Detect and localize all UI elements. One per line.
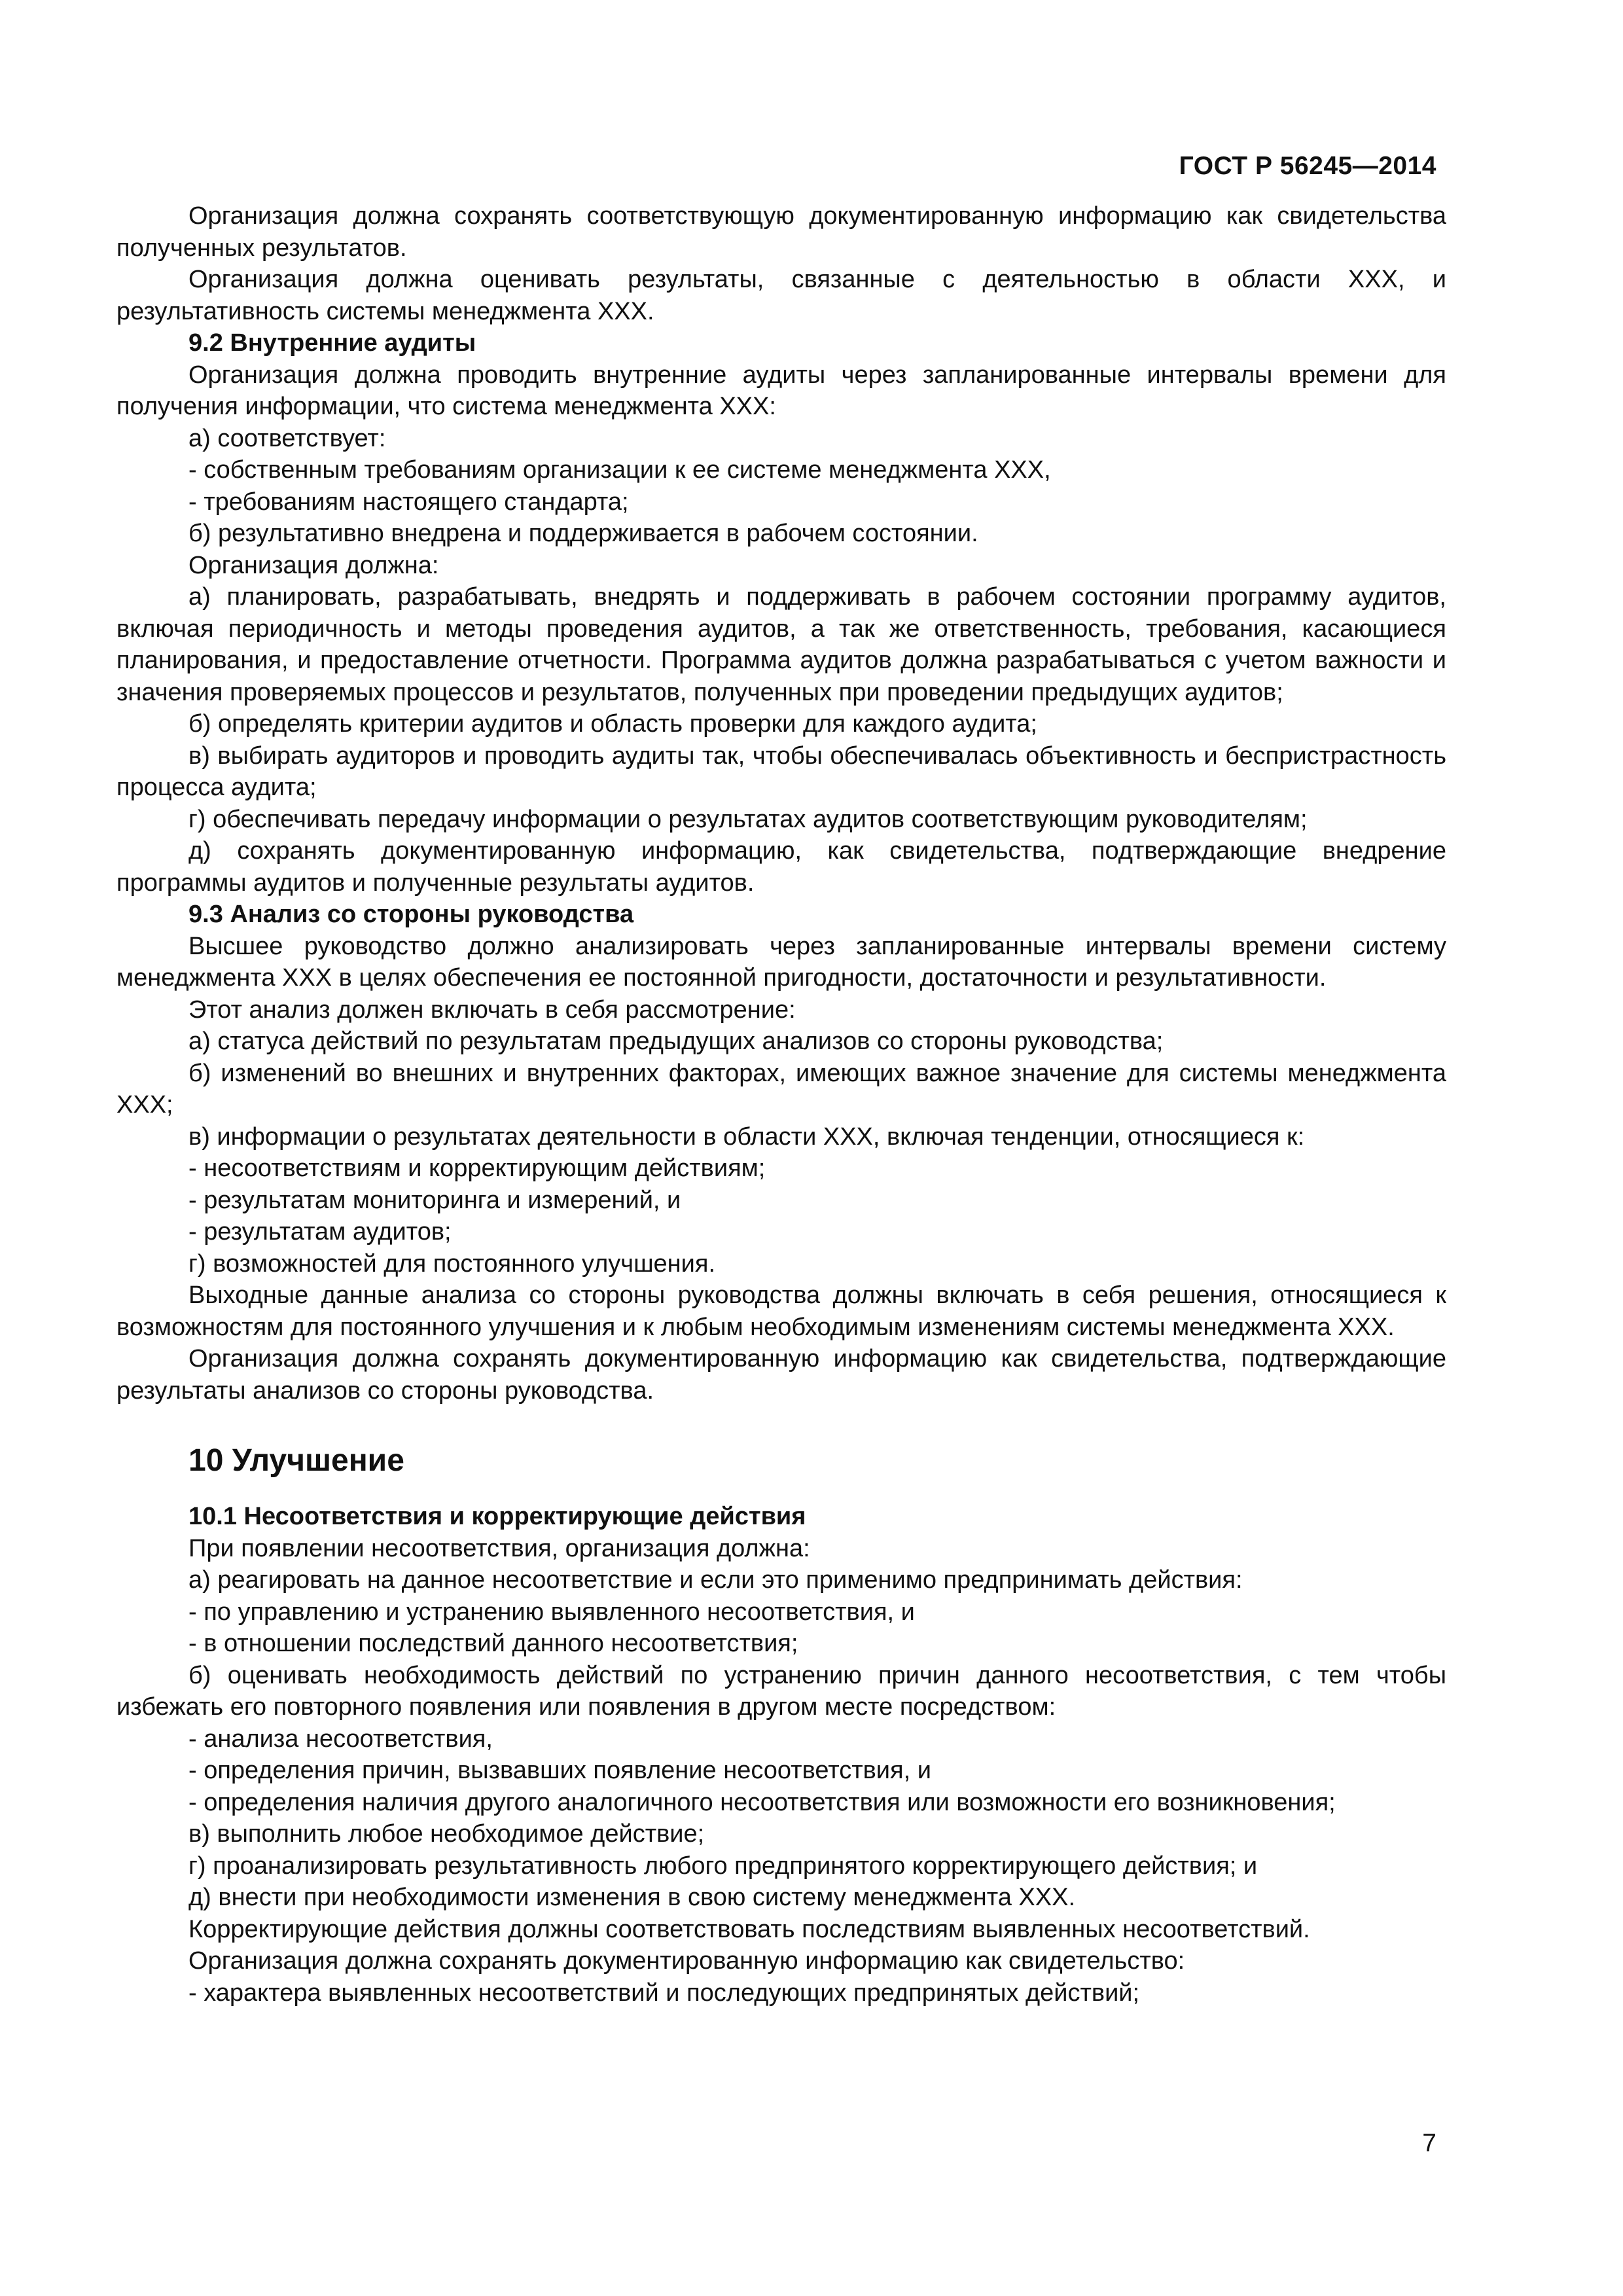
list-item: - по управлению и устранению выявленного несоответствия, и bbox=[188, 1598, 915, 1626]
list-item: д) сохранять документированную информацию, как свидетельства, подтверждающие внедрение программы аудитов и полученные результаты аудитов. bbox=[116, 837, 1446, 897]
page-number: 7 bbox=[1422, 2129, 1436, 2157]
list-item: а) планировать, разрабатывать, внедрять и поддерживать в рабочем состоянии программу аудитов, включая периодичность и методы проведения аудитов, а так же ответственность, требования, касающиеся планирования, и предоставление отчетности. Программа аудитов должна разрабатываться с учетом важности и значения проверяемых процессов и результатов, полученных при проведении предыдущих аудитов; bbox=[116, 583, 1446, 706]
list-item: г) обеспечивать передачу информации о результатах аудитов соответствующим руководителям; bbox=[188, 805, 1308, 833]
list-item: - несоответствиям и корректирующим действиям; bbox=[188, 1155, 766, 1182]
paragraph: Организация должна проводить внутренние аудиты через запланированные интервалы времени для получения информации, что система менеджмента XXX: bbox=[116, 361, 1446, 420]
list-item: г) проанализировать результативность любого предпринятого корректирующего действия; и bbox=[188, 1852, 1258, 1880]
list-item: в) выбирать аудиторов и проводить аудиты так, чтобы обеспечивалась объективность и беспристрастность процесса аудита; bbox=[116, 742, 1446, 801]
list-item: а) соответствует: bbox=[188, 424, 386, 452]
paragraph: Организация должна сохранять документированную информацию как свидетельства, подтверждающие результаты анализов со стороны руководства. bbox=[116, 1345, 1446, 1405]
section-9-2-heading: 9.2 Внутренние аудиты bbox=[188, 329, 476, 357]
list-item: - в отношении последствий данного несоответствия; bbox=[188, 1630, 798, 1657]
list-item: б) оценивать необходимость действий по устранению причин данного несоответствия, с тем чтобы избежать его повторного появления или появления в другом месте посредством: bbox=[116, 1661, 1446, 1721]
list-item: в) информации о результатах деятельности в области XXX, включая тенденции, относящиеся к: bbox=[188, 1122, 1305, 1151]
section-10-heading: 10 Улучшение bbox=[188, 1443, 404, 1478]
document-header-id: ГОСТ Р 56245—2014 bbox=[1179, 152, 1436, 180]
paragraph: Организация должна сохранять соответствующую документированную информацию как свидетельства полученных результатов. bbox=[116, 202, 1446, 262]
list-item: а) реагировать на данное несоответствие и если это применимо предпринимать действия: bbox=[188, 1566, 1243, 1594]
list-item: в) выполнить любое необходимое действие; bbox=[188, 1820, 705, 1848]
list-item: б) результативно внедрена и поддерживается в рабочем состоянии. bbox=[188, 520, 978, 547]
list-item: - определения наличия другого аналогичного несоответствия или возможности его возникновения; bbox=[188, 1788, 1336, 1816]
section-9-3-heading: 9.3 Анализ со стороны руководства bbox=[188, 901, 634, 928]
paragraph: Высшее руководство должно анализировать через запланированные интервалы времени систему менеджмента XXX в целях обеспечения ее постоянной пригодности, достаточности и результативности. bbox=[116, 932, 1446, 992]
document-body bbox=[116, 200, 1446, 2009]
section-10-1-heading: 10.1 Несоответствия и корректирующие действия bbox=[188, 1503, 806, 1530]
list-item: - определения причин, вызвавших появление несоответствия, и bbox=[188, 1757, 931, 1784]
list-item: г) возможностей для постоянного улучшения. bbox=[188, 1249, 716, 1278]
paragraph: Организация должна сохранять документированную информацию как свидетельство: bbox=[188, 1947, 1185, 1975]
list-item: - собственным требованиям организации к ее системе менеджмента XXX, bbox=[188, 456, 1051, 484]
list-item: - результатам аудитов; bbox=[188, 1218, 452, 1246]
list-item: - анализа несоответствия, bbox=[188, 1725, 493, 1753]
list-item: - требованиям настоящего стандарта; bbox=[188, 488, 629, 516]
list-item: - характера выявленных несоответствий и последующих предпринятых действий; bbox=[188, 1979, 1140, 2007]
paragraph: Этот анализ должен включать в себя рассмотрение: bbox=[188, 996, 796, 1024]
paragraph: Корректирующие действия должны соответствовать последствиям выявленных несоответствий. bbox=[188, 1915, 1310, 1943]
paragraph: Организация должна: bbox=[188, 551, 439, 579]
list-item: а) статуса действий по результатам предыдущих анализов со стороны руководства; bbox=[188, 1028, 1164, 1055]
paragraph: Организация должна оценивать результаты, связанные с деятельностью в области XXX, и результативность системы менеджмента XXX. bbox=[116, 266, 1446, 325]
paragraph: При появлении несоответствия, организация должна: bbox=[188, 1534, 810, 1562]
list-item: д) внести при необходимости изменения в свою систему менеджмента XXX. bbox=[188, 1884, 1076, 1911]
list-item: - результатам мониторинга и измерений, и bbox=[188, 1186, 681, 1214]
list-item: б) изменений во внешних и внутренних факторах, имеющих важное значение для системы менеджмента XXX; bbox=[116, 1059, 1446, 1119]
paragraph: Выходные данные анализа со стороны руководства должны включать в себя решения, относящиеся к возможностям для постоянного улучшения и к любым необходимым изменениям системы менеджмента XXX. bbox=[116, 1282, 1446, 1341]
list-item: б) определять критерии аудитов и область проверки для каждого аудита; bbox=[188, 710, 1037, 738]
